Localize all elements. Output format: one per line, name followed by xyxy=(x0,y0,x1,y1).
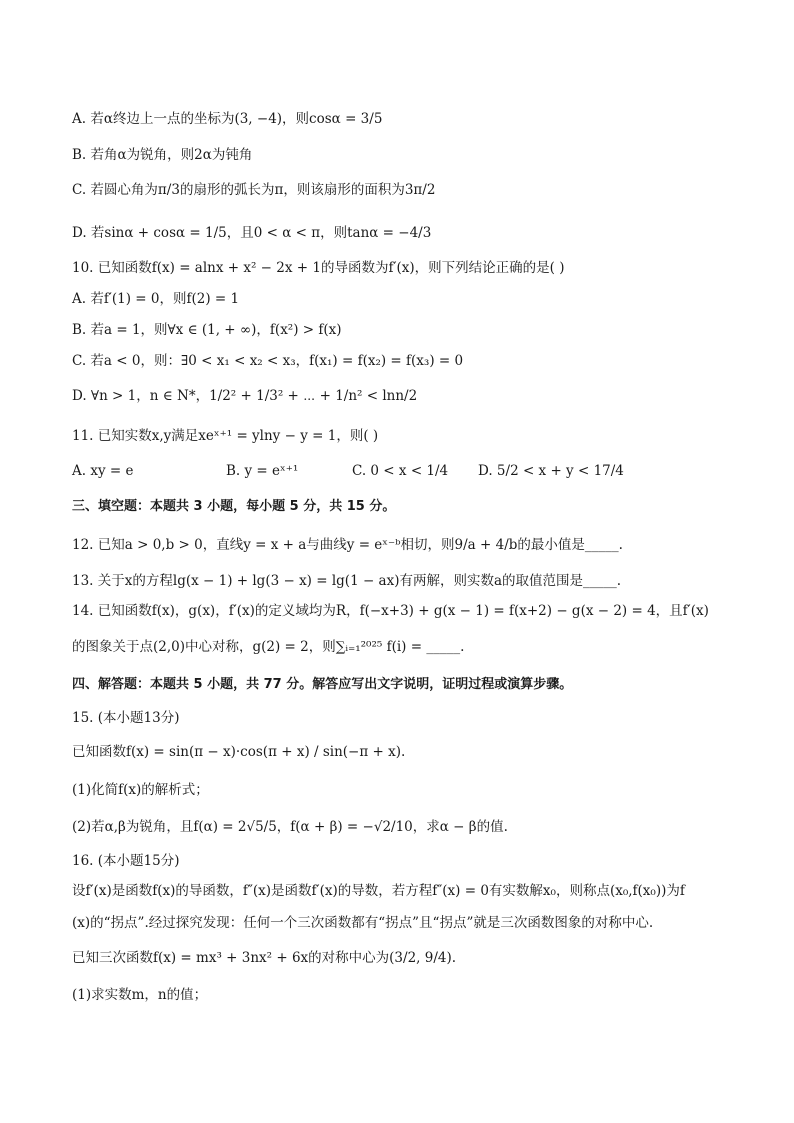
q10-stem: 10. 已知函数f(x) = alnx + x² − 2x + 1的导函数为f′(x)，则下列结论正确的是( ) xyxy=(72,260,565,276)
q11-option-a: A. xy = e xyxy=(72,463,134,479)
q10-option-a: A. 若f′(1) = 0，则f(2) = 1 xyxy=(72,291,240,307)
q16-line-2: (x)的“拐点”.经过探究发现：任何一个三次函数都有“拐点”且“拐点”就是三次函数图象的对称中心. xyxy=(72,915,654,931)
q9-option-b: B. 若角α为锐角，则2α为钝角 xyxy=(72,147,253,163)
q16-line-1: 设f′(x)是函数f(x)的导函数，f″(x)是函数f′(x)的导数，若方程f″(x) = 0有实数解x₀，则称点(x₀,f(x₀))为f xyxy=(72,883,685,899)
q10-option-b: B. 若a = 1，则∀x ∈ (1, + ∞)，f(x²) > f(x) xyxy=(72,322,342,338)
q11-stem: 11. 已知实数x,y满足xeˣ⁺¹ = ylny − y = 1，则( ) xyxy=(72,428,379,444)
q9-option-c: C. 若圆心角为π/3的扇形的弧长为π，则该扇形的面积为3π/2 xyxy=(72,182,436,198)
q15-part-2: (2)若α,β为锐角，且f(α) = 2√5/5，f(α + β) = −√2/10，求α − β的值. xyxy=(72,819,508,835)
q15-title: 15. (本小题13分) xyxy=(72,710,180,726)
q10-option-d: D. ∀n > 1，n ∈ N*，1/2² + 1/3² + ⋯ + 1/n² < lnn/2 xyxy=(72,388,418,404)
q14-line-2: 的图象关于点(2,0)中心对称，g(2) = 2，则∑ᵢ₌₁²⁰²⁵ f(i) = _____. xyxy=(72,639,465,655)
q12: 12. 已知a > 0,b > 0，直线y = x + a与曲线y = eˣ⁻ᵇ相切，则9/a + 4/b的最小值是_____. xyxy=(72,537,623,553)
section-4-heading: 四、解答题：本题共 5 小题，共 77 分。解答应写出文字说明，证明过程或演算步骤。 xyxy=(72,677,573,692)
section-3-heading: 三、填空题：本题共 3 小题，每小题 5 分，共 15 分。 xyxy=(72,499,396,514)
q16-line-3: 已知三次函数f(x) = mx³ + 3nx² + 6x的对称中心为(3/2, 9/4). xyxy=(72,950,457,966)
q11-option-b: B. y = eˣ⁺¹ xyxy=(226,463,299,479)
q15-part-1: (1)化简f(x)的解析式； xyxy=(72,782,209,798)
q13: 13. 关于x的方程lg(x − 1) + lg(3 − x) = lg(1 − ax)有两解，则实数a的取值范围是_____. xyxy=(72,573,622,589)
q16-part-1: (1)求实数m，n的值； xyxy=(72,987,208,1003)
q15-stem: 已知函数f(x) = sin(π − x)·cos(π + x) / sin(−π + x). xyxy=(72,744,406,760)
q11-option-d: D. 5/2 < x + y < 17/4 xyxy=(478,463,624,479)
q9-option-d: D. 若sinα + cosα = 1/5，且0 < α < π，则tanα = −4/3 xyxy=(72,225,432,241)
q14-line-1: 14. 已知函数f(x)，g(x)，f′(x)的定义域均为R，f(−x+3) + g(x − 1) = f(x+2) − g(x − 2) = 4，且f′(x) xyxy=(72,603,709,619)
q11-option-c: C. 0 < x < 1/4 xyxy=(352,463,449,479)
q9-option-a: A. 若α终边上一点的坐标为(3, −4)，则cosα = 3/5 xyxy=(72,111,383,127)
q16-title: 16. (本小题15分) xyxy=(72,853,180,869)
q10-option-c: C. 若a < 0，则：∃0 < x₁ < x₂ < x₃，f(x₁) = f(x₂) = f(x₃) = 0 xyxy=(72,353,464,369)
